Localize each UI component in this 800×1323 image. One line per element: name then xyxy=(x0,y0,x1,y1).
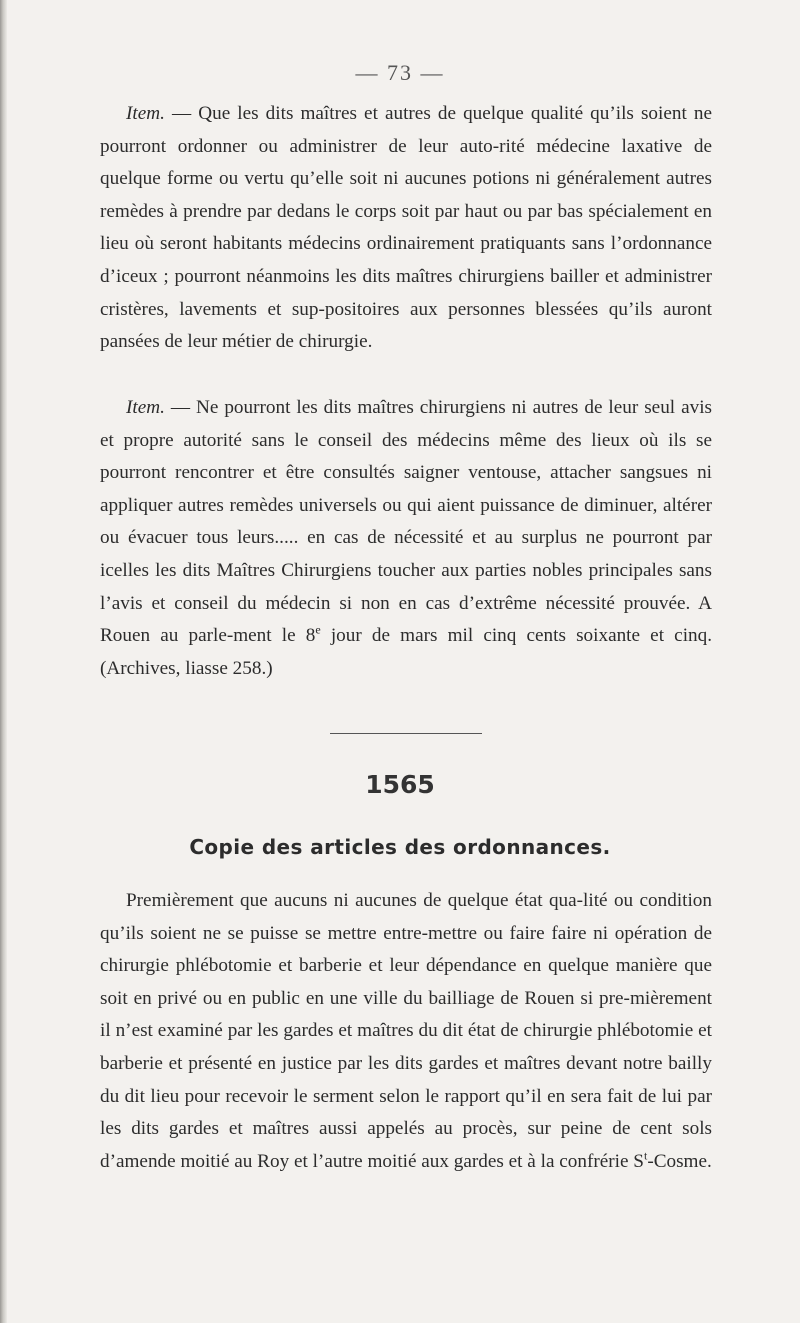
item-label: Item. xyxy=(126,397,165,418)
page-binding-edge xyxy=(0,0,7,1323)
paragraph-item-1 xyxy=(100,98,712,359)
paragraph-text-end: -Cosme. xyxy=(647,1150,712,1172)
paragraph-text-end: jour de mars mil cinq cents soixante et cinq. (Archives, liasse 258.) xyxy=(100,625,713,679)
superscript: e xyxy=(315,622,321,637)
superscript: t xyxy=(643,1148,648,1163)
paragraph-text: — Ne pourront les dits maîtres chirurgiens ni autres de leur seul avis et propre autorité sans le conseil des médecins même des lieux où ils se pourront rencontrer et être consultés saigner ventouse, attacher sangsues ni appliquer autres remèdes universels ou qui aient puissance de diminuer, altérer ou évacuer tous leurs..... en cas de nécessité et au surplus ne pourront par icelles les dits Maîtres Chirurgiens toucher aux parties nobles principales sans l’avis et conseil du médecin si non en cas d’extrême nécessité prouvée. A Rouen au parle-ment le 8 xyxy=(100,397,712,647)
section-year: 1565 xyxy=(365,770,435,799)
section-title: Copie des articles des ordonnances. xyxy=(189,835,611,859)
paragraph-text: Premièrement que aucuns ni aucunes de quelque état qua-lité ou condition qu’ils soient ne se puisse se mettre entre-mettre ou faire faire ni opération de chirurgie phlébotomie et barberie et leur dépendance en quelque manière que soit en privé ou en public en une ville du bailliage de Rouen si pre-mièrement il n’est examiné par les gardes et maîtres du dit état de chirurgie phlébotomie et barberie et présenté en justice par les dits gardes et maîtres devant notre bailly du dit lieu pour recevoir le serment selon le rapport qu’il en sera fait de lui par les dits gardes et maîtres aussi appelés au procès, sur peine de cent sols d’amende moitié au Roy et l’autre moitié aux gardes et à la confrérie S xyxy=(100,890,712,1172)
paragraph-item-2 xyxy=(100,392,712,685)
page-number: — 73 — xyxy=(355,60,445,85)
section-divider xyxy=(330,733,482,734)
paragraph-text: — Que les dits maîtres et autres de quelque qualité qu’ils soient ne pourront ordonner ou administrer de leur auto-rité médecine laxative de quelque forme ou vertu qu’elle soit ni aucunes potions ni généralement autres remèdes à prendre par dedans le corps soit par haut ou par bas spécialement en lieu où seront habitants médecins ordinairement pratiquants sans l’ordonnance d’iceux ; pourront néanmoins les dits maîtres chirurgiens bailler et administrer cristères, lavements et sup-positoires aux personnes blessées qu’ils auront pansées de leur métier de chirurgie. xyxy=(100,103,712,353)
item-label: Item. xyxy=(126,103,165,124)
paragraph-ordinance xyxy=(100,885,712,1178)
